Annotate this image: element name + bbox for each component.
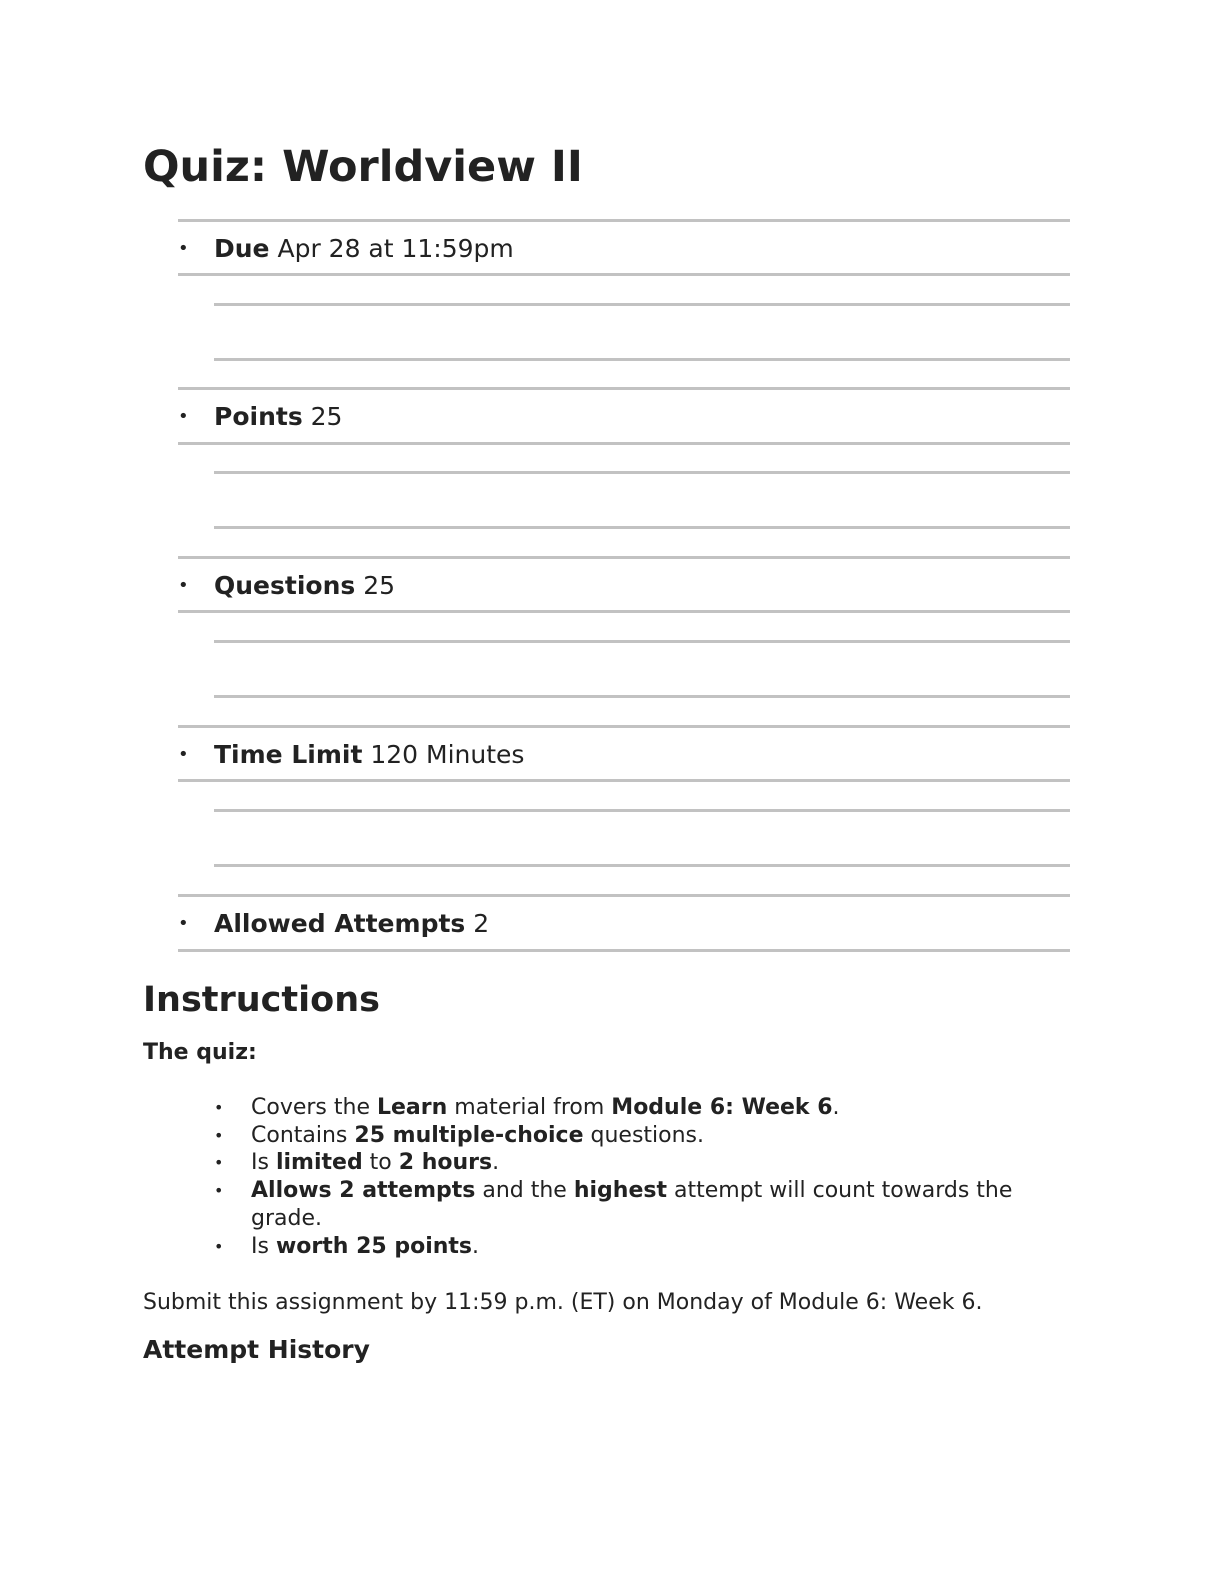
divider [214,864,1070,867]
detail-value: 25 [310,402,343,431]
divider [178,273,1070,276]
detail-label: Questions [214,571,356,600]
bullet: • [214,1098,224,1117]
instructions-list [214,1094,1054,1260]
bullet: • [178,238,189,259]
instructions-heading: Instructions [143,980,380,1020]
instructions-intro: The quiz: [143,1040,257,1065]
detail-value: 120 Minutes [370,740,525,769]
bullet: • [214,1153,224,1173]
divider [214,695,1070,698]
bullet: • [178,406,189,427]
detail-label: Points [214,402,303,431]
detail-label: Due [214,234,270,263]
submit-deadline-text: Submit this assignment by 11:59 p.m. (ET) on Monday of Module 6: Week 6. [143,1290,983,1315]
divider [178,725,1070,728]
divider [214,471,1070,474]
bullet: • [178,575,189,596]
detail-value: Apr 28 at 11:59pm [277,234,514,263]
detail-value: 25 [363,571,396,600]
detail-due [178,229,514,269]
attempt-history-heading: Attempt History [143,1335,370,1364]
bullet: • [214,1125,224,1145]
detail-points [178,397,342,437]
divider [178,779,1070,782]
divider [178,610,1070,613]
detail-label: Time Limit [214,740,363,769]
divider [178,949,1070,952]
divider [178,894,1070,897]
divider [178,556,1070,559]
divider [178,442,1070,445]
list-item: • Is worth 25 points. [214,1233,480,1259]
detail-value: 2 [473,909,490,938]
divider [178,219,1070,222]
bullet: • [214,1181,224,1201]
list-item: • Is limited to 2 hours. [214,1150,500,1176]
detail-allowed-attempts [178,904,489,944]
bullet: • [178,913,189,934]
divider [214,640,1070,643]
list-item: • Allows 2 attempts and the highest attempt will count towards the grade. [214,1178,1013,1231]
page-title: Quiz: Worldview II [143,142,583,192]
list-item: • Contains 25 multiple-choice questions. [214,1122,705,1148]
detail-questions [178,566,395,606]
divider [178,387,1070,390]
detail-label: Allowed Attempts [214,909,466,938]
divider [214,809,1070,812]
detail-time-limit [178,735,524,775]
bullet: • [214,1236,224,1256]
divider [214,358,1070,361]
divider [214,526,1070,529]
list-item: • Covers the Learn material from Module 6: Week 6. [214,1095,840,1120]
divider [214,303,1070,306]
bullet: • [178,744,189,765]
